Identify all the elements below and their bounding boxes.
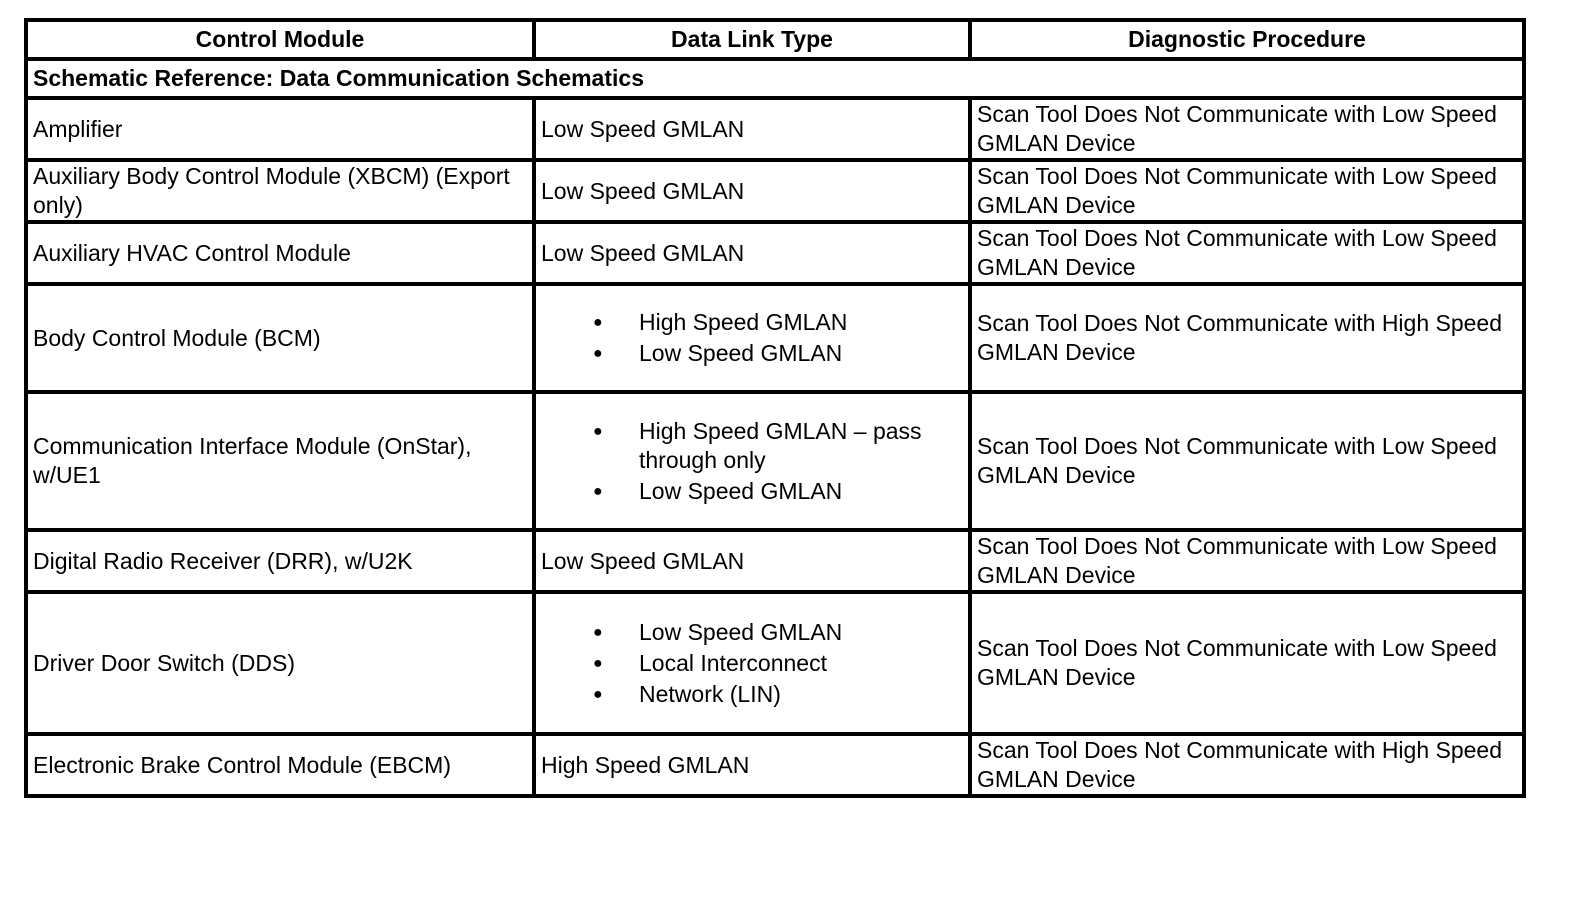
bullet-icon: ● bbox=[593, 314, 603, 331]
control-module-cell: Electronic Brake Control Module (EBCM) bbox=[26, 734, 534, 796]
data-link-list bbox=[541, 417, 963, 506]
data-link-list bbox=[541, 308, 963, 368]
data-link-type-cell: Low Speed GMLAN bbox=[534, 160, 970, 222]
table-row bbox=[26, 160, 1524, 222]
control-module-cell: Driver Door Switch (DDS) bbox=[26, 592, 534, 734]
data-link-label: High Speed GMLAN bbox=[639, 309, 848, 335]
data-link-list-item bbox=[593, 680, 963, 709]
header-control-module: Control Module bbox=[26, 20, 534, 59]
data-link-list-item bbox=[593, 417, 963, 475]
data-link-type-cell: High Speed GMLAN bbox=[534, 734, 970, 796]
diagnostic-procedure-cell: Scan Tool Does Not Communicate with Low Speed GMLAN Device bbox=[970, 592, 1524, 734]
bullet-icon: ● bbox=[593, 482, 603, 500]
data-link-type-cell bbox=[534, 392, 970, 530]
control-module-cell: Body Control Module (BCM) bbox=[26, 284, 534, 392]
data-link-label: Local Interconnect bbox=[639, 649, 827, 676]
bullet-icon: ● bbox=[593, 685, 603, 703]
data-link-label: Low Speed GMLAN bbox=[639, 340, 843, 366]
control-module-cell: Amplifier bbox=[26, 98, 534, 160]
data-link-type-cell: Low Speed GMLAN bbox=[534, 222, 970, 284]
table-row bbox=[26, 392, 1524, 530]
data-link-label: Low Speed GMLAN bbox=[639, 618, 843, 645]
table-header-row bbox=[26, 20, 1524, 59]
diagnostic-procedure-cell: Scan Tool Does Not Communicate with Low Speed GMLAN Device bbox=[970, 160, 1524, 222]
control-module-cell: Auxiliary HVAC Control Module bbox=[26, 222, 534, 284]
control-module-cell: Digital Radio Receiver (DRR), w/U2K bbox=[26, 530, 534, 592]
section-title: Schematic Reference: Data Communication Schematics bbox=[26, 59, 1524, 98]
bullet-icon: ● bbox=[593, 345, 603, 362]
diagnostic-procedure-cell: Scan Tool Does Not Communicate with Low Speed GMLAN Device bbox=[970, 222, 1524, 284]
control-module-cell: Communication Interface Module (OnStar), w/UE1 bbox=[26, 392, 534, 530]
table-row bbox=[26, 592, 1524, 734]
table-row bbox=[26, 222, 1524, 284]
data-link-list-item bbox=[593, 308, 963, 337]
bullet-icon: ● bbox=[593, 654, 603, 672]
data-link-label: Network (LIN) bbox=[639, 680, 781, 707]
table-row bbox=[26, 284, 1524, 392]
data-link-list-item bbox=[593, 339, 963, 368]
header-data-link-type: Data Link Type bbox=[534, 20, 970, 59]
data-link-list-item bbox=[593, 477, 963, 506]
data-link-list-item bbox=[593, 649, 963, 678]
control-module-cell: Auxiliary Body Control Module (XBCM) (Export only) bbox=[26, 160, 534, 222]
table-row bbox=[26, 734, 1524, 796]
data-link-label: Low Speed GMLAN bbox=[639, 477, 843, 504]
data-link-label: High Speed GMLAN – pass through only bbox=[639, 417, 922, 473]
data-link-type-cell bbox=[534, 284, 970, 392]
data-link-type-cell: Low Speed GMLAN bbox=[534, 98, 970, 160]
header-diagnostic-procedure: Diagnostic Procedure bbox=[970, 20, 1524, 59]
data-link-type-cell: Low Speed GMLAN bbox=[534, 530, 970, 592]
data-link-list bbox=[541, 618, 963, 709]
diagnostic-procedure-cell: Scan Tool Does Not Communicate with Low Speed GMLAN Device bbox=[970, 392, 1524, 530]
bullet-icon: ● bbox=[593, 623, 603, 641]
table-row bbox=[26, 98, 1524, 160]
diagnostic-procedure-cell: Scan Tool Does Not Communicate with Low Speed GMLAN Device bbox=[970, 98, 1524, 160]
data-link-type-cell bbox=[534, 592, 970, 734]
data-link-list-item bbox=[593, 618, 963, 647]
module-table bbox=[24, 18, 1526, 798]
table-row bbox=[26, 530, 1524, 592]
section-row bbox=[26, 59, 1524, 98]
bullet-icon: ● bbox=[593, 422, 603, 440]
diagnostic-procedure-cell: Scan Tool Does Not Communicate with High Speed GMLAN Device bbox=[970, 734, 1524, 796]
diagnostic-procedure-cell: Scan Tool Does Not Communicate with High Speed GMLAN Device bbox=[970, 284, 1524, 392]
diagnostic-procedure-cell: Scan Tool Does Not Communicate with Low Speed GMLAN Device bbox=[970, 530, 1524, 592]
